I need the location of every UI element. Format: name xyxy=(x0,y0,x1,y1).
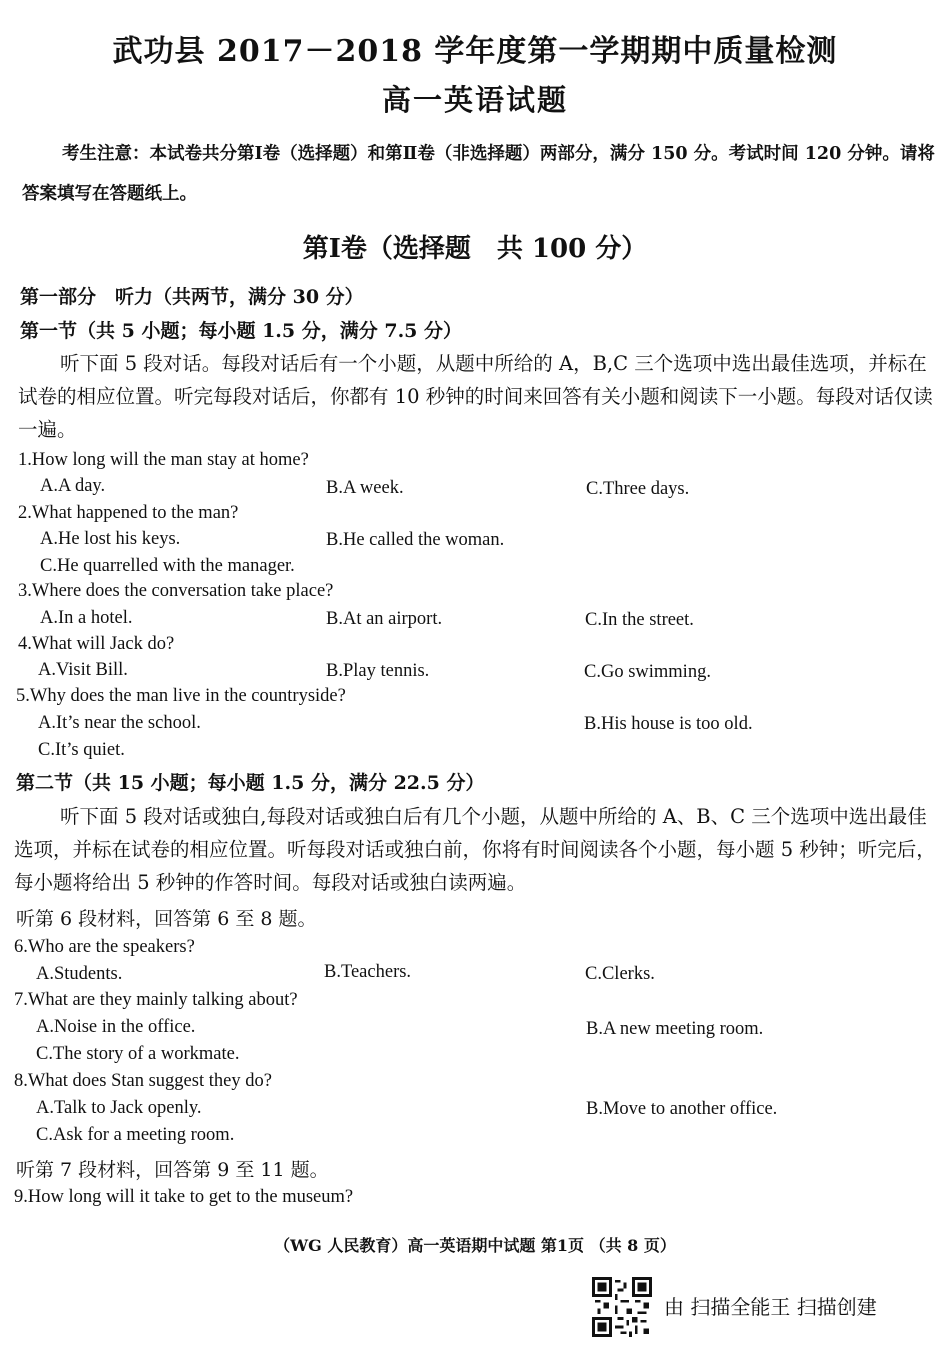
q4-option-a: A.Visit Bill. xyxy=(38,660,128,680)
q8-option-c: C.Ask for a meeting room. xyxy=(36,1125,235,1145)
q5-option-c: C.It’s quiet. xyxy=(38,740,125,760)
notice-text: 考生注意：本试卷共分第Ⅰ卷（选择题）和第Ⅱ卷（非选择题）两部分，满分 150 分。考试时间 120 分钟。请将答案填写在答题纸上。 xyxy=(22,144,935,204)
question-8: 8.What does Stan suggest they do? xyxy=(14,1071,272,1091)
question-7: 7.What are they mainly talking about? xyxy=(14,990,298,1010)
q3-option-a: A.In a hotel. xyxy=(40,608,133,628)
q8-option-a: A.Talk to Jack openly. xyxy=(36,1098,202,1118)
material-6-label: 听第 6 段材料，回答第 6 至 8 题。 xyxy=(16,908,317,930)
exam-title: 武功县 2017－2018 学年度第一学期期中质量检测 xyxy=(112,34,838,69)
scanner-watermark: 由 扫描全能王 扫描创建 xyxy=(664,1295,877,1319)
q6-option-a: A.Students. xyxy=(36,964,123,984)
section1-instructions-text: 听下面 5 段对话。每段对话后有一个小题，从题中所给的 A，B,C 三个选项中选出最佳选项，并标在试卷的相应位置。听完每段对话后，你都有 10 秒钟的时间来回答有关小题和阅读下一小题。每段对话仅读一遍。 xyxy=(18,352,933,441)
section2-instructions-text: 听下面 5 段对话或独白,每段对话或独白后有几个小题，从题中所给的 A、B、C 三个选项中选出最佳选项，并标在试卷的相应位置。听每段对话或独白前，你将有时间阅读各个小题，每小题 5 秒钟；听完后，每小题将给出 5 秒钟的作答时间。每段对话或独白读两遍。 xyxy=(14,805,936,894)
section2-instructions xyxy=(14,800,936,899)
part1-heading: 第一部分 听力（共两节，满分 30 分） xyxy=(20,286,364,308)
q7-option-b: B.A new meeting room. xyxy=(586,1019,764,1039)
section1-instructions xyxy=(18,347,936,446)
q7-option-a: A.Noise in the office. xyxy=(36,1017,196,1037)
q8-option-b: B.Move to another office. xyxy=(586,1099,778,1119)
q7-option-c: C.The story of a workmate. xyxy=(36,1044,240,1064)
q1-option-b: B.A week. xyxy=(326,478,404,498)
question-6: 6.Who are the speakers? xyxy=(14,937,195,957)
q2-option-a: A.He lost his keys. xyxy=(40,529,181,549)
question-4: 4.What will Jack do? xyxy=(18,634,175,654)
q2-option-b: B.He called the woman. xyxy=(326,530,505,550)
exam-notice xyxy=(22,134,937,214)
q2-option-c: C.He quarrelled with the manager. xyxy=(40,556,295,576)
q3-option-b: B.At an airport. xyxy=(326,609,443,629)
q3-option-c: C.In the street. xyxy=(585,610,694,630)
material-7-label: 听第 7 段材料，回答第 9 至 11 题。 xyxy=(16,1159,329,1181)
section1-heading: 第一节（共 5 小题；每小题 1.5 分，满分 7.5 分） xyxy=(20,320,463,342)
volume-title: 第Ⅰ卷（选择题 共 100 分） xyxy=(302,234,648,264)
question-1: 1.How long will the man stay at home? xyxy=(18,450,309,470)
q4-option-b: B.Play tennis. xyxy=(326,661,430,681)
q6-option-c: C.Clerks. xyxy=(585,964,655,984)
qr-code-icon xyxy=(592,1277,652,1337)
question-9: 9.How long will it take to get to the museum? xyxy=(14,1187,354,1207)
q1-option-a: A.A day. xyxy=(40,476,106,496)
question-3: 3.Where does the conversation take place? xyxy=(18,581,334,601)
q5-option-a: A.It’s near the school. xyxy=(38,713,201,733)
q4-option-c: C.Go swimming. xyxy=(584,662,711,682)
q1-option-c: C.Three days. xyxy=(586,479,690,499)
q6-option-b: B.Teachers. xyxy=(324,962,412,982)
question-5: 5.Why does the man live in the countryside? xyxy=(16,686,346,706)
question-2: 2.What happened to the man? xyxy=(18,503,239,523)
section2-heading: 第二节（共 15 小题；每小题 1.5 分，满分 22.5 分） xyxy=(16,772,485,794)
exam-subtitle: 高一英语试题 xyxy=(381,83,568,117)
q5-option-b: B.His house is too old. xyxy=(584,714,753,734)
page-footer: （WG 人民教育）高一英语期中试题 第1页 （共 8 页） xyxy=(274,1236,676,1255)
